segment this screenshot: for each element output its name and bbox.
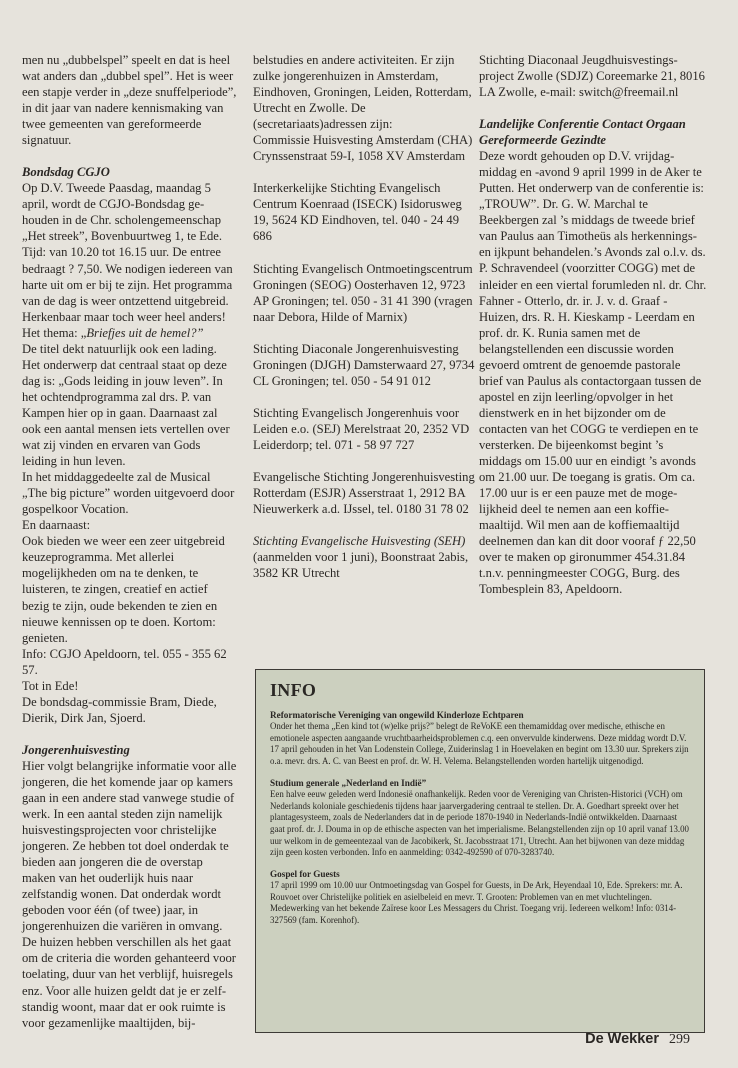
- info-item-body: Onder het thema „Een kind tot (w)elke prijs?” belegt de ReVoKE een themamiddag over medische, ethische en emotionele aspecten aangaande vruchtbaarheidsproblemen c.q. een onvervulde kinderwens. Deze middag wordt D.V. 17 april gehouden in het Van Lodenstein College, Zuiderinslag 1 in Hoevelaken en begint om 13.30 uur. Sprekers zijn o.a. mevr. drs. A. C. van Beest en prof. dr. W. H. Velema. Belangstellenden worden hartelijk uitgenodigd.: [270, 721, 689, 767]
- info-item: [270, 777, 690, 859]
- magazine-name: De Wekker: [585, 1031, 659, 1047]
- address-djgh: Stichting Diaconale Jongerenhuisvesting Groningen (DJGH) Damsterwaard 27, 9734 CL Groningen; tel. 050 - 54 91 012: [253, 341, 475, 388]
- bondsdag-paragraph-2: De titel dekt natuurlijk ook een lading. Het onderwerp dat centraal staat op deze dag is: „Gods leiding in jouw leven”. In het ochtendprogramma zal drs. P. van Kampen hier op in gaan. Daarnaast zal ook een aantal mensen iets vertellen over wat zij vinden en ervaren van Gods leiding in hun leven.: [22, 341, 230, 469]
- column-right: [479, 52, 707, 597]
- info-item: [270, 709, 690, 768]
- info-item-heading: Gospel for Guests: [270, 869, 340, 880]
- column-middle: [253, 52, 475, 581]
- address-sej: Stichting Evangelisch Jongerenhuis voor Leiden e.o. (SEJ) Merelstraat 20, 2352 VD Leiderdorp; tel. 071 - 58 97 727: [253, 405, 470, 452]
- thema-title: Briefjes uit de hemel?”: [86, 325, 204, 340]
- info-item-body: 17 april 1999 om 10.00 uur Ontmoetingsdag van Gospel for Guests, in De Ark, Heyendaal 10, Ede. Sprekers: mr. A. Rouvoet over Christelijke politiek en asielbeleid en mevr. T. Grooten: Problemen van en met vluchtelingen. Medewerking van het bekende Zaïrese koor Les Messagers du Christ. Toegang vrij. Iedereen welkom! Info: 0314-327569 (fam. Korenhof).: [270, 880, 683, 926]
- seh-name: Stichting Evangelische Huisvesting (SEH): [253, 534, 466, 549]
- page-number: 299: [669, 1032, 690, 1047]
- huisvesting-intro: belstudies en andere activiteiten. Er zijn zulke jongerenhuizen in Amsterdam, Eindhoven, Groningen, Leiden, Rotterdam, Utrecht en Zwolle. De (secretariaats)adressen zijn:: [253, 53, 472, 132]
- seh-rest: (aanmelden voor 1 juni), Boonstraat 2abis, 3582 KR Utrecht: [253, 550, 469, 581]
- musical-paragraph: In het middaggedeelte zal de Musical „The big picture” worden uitgevoerd door gospelkoor Vocation.: [22, 470, 235, 517]
- info-line: Info: CGJO Apeldoorn, tel. 055 - 355 62 57.: [22, 646, 227, 677]
- address-esjr: Evangelische Stichting Jongerenhuisvesting Rotterdam (ESJR) Asserstraat 1, 2912 BA Nieuwerkerk a.d. IJssel, tel. 0180 31 78 02: [253, 469, 475, 517]
- column-left: [22, 52, 237, 1031]
- tot-line: Tot in Ede!: [22, 678, 79, 693]
- info-title: INFO: [270, 680, 317, 700]
- bondsdag-heading: Bondsdag CGJO: [22, 165, 110, 180]
- conferentie-paragraph: Deze wordt gehouden op D.V. vrijdagmiddag en -avond 9 april 1999 in de Aker te Putten. Het onderwerp van de conferentie is: „TROUW”. Dr. G. W. Marchal te Beekbergen zal ’s middags de tweede brief van Paulus aan Timotheüs als herkennings- en ijkpunt behandelen.’s Avonds zal o.l.v. ds. P. Schravendeel (voorzitter COGG) met de inleider en een viertal forumleden nl. dr. Chr. Fahner - Otterlo, dr. ir. J. v. d. Graaf - Huizen, drs. R. H. Kieskamp - Leerdam en prof. dr. K. Runia samen met de belangstellenden een discussie worden gevoerd omtrent de genoemde pastorale brief van Paulus als contactorgaan tussen de apostel en zijn leerling/opvolger in het dienstwerk en in het bijzonder om de contacten van het COGG te verdiepen en te versterken. De bijeenkomst begint ’s middags om 15.00 uur en eindigt ’s avonds om 21.00 uur. De toegang is gratis. Om ca. 17.00 uur is er een pauze met de mogelijkheid deel te nemen aan een koffiemaaltijd. Wil men aan de koffiemaaltijd deelnemen dan kan dit door vooraf ƒ 22,50 over te maken op gironummer 454.31.84 t.n.v. penningmeester COGG, Burg. des Tombesplein 83, Apeldoorn.: [479, 149, 707, 597]
- address-cha: Commissie Huisvesting Amsterdam (CHA) Crynssenstraat 59-I, 1058 XV Amsterdam: [253, 133, 473, 164]
- conferentie-heading: Landelijke Conferentie Contact Orgaan Gereformeerde Gezindte: [479, 117, 686, 148]
- intro-paragraph: men nu „dubbelspel” speelt en dat is heel wat anders dan „dubbel spel”. Het is weer een stapje verder in „deze snuffelperiode”, in dit jaar van nadere kennismaking van twee gemeenten van gereformeerde signatuur.: [22, 53, 237, 148]
- daarnaast-line: En daarnaast:: [22, 518, 91, 533]
- bondsdag-paragraph: Op D.V. Tweede Paasdag, maandag 5 april, wordt de CGJO-Bondsdag gehouden in de Chr. scholengemeenschap „Het streek”, Bovenbuurtweg 1, te Ede. Tijd: van 10.20 tot 16.15 uur. De entree bedraagt ? 7,50. We nodigen iedereen van harte uit om er bij te zijn. Het programma van de dag is weer ontzettend uitgebreid. Herkenbaar maar toch weer heel anders!: [22, 181, 233, 324]
- page-footer: [585, 1031, 690, 1048]
- thema-line: [22, 325, 237, 341]
- jongeren-heading: Jongerenhuisvesting: [22, 742, 130, 757]
- keuze-paragraph: Ook bieden we weer een zeer uitgebreid keuzeprogramma. Met allerlei mogelijkheden om na te denken, te luisteren, te zingen, creatief en actief bezig te zijn, oude bekenden te zien en nieuwe kennissen op te doen. Kortom: genieten.: [22, 534, 225, 645]
- address-iseck: Interkerkelijke Stichting Evangelisch Centrum Koenraad (ISECK) Isidorusweg 19, 5624 KD Eindhoven, tel. 040 - 24 49 686: [253, 181, 462, 244]
- address-seh: [253, 533, 475, 581]
- info-item-body: Een halve eeuw geleden werd Indonesië onafhankelijk. Reden voor de Vereniging van Christen-Historici (VCH) om Nederlands koloniale geschiedenis tijdens haar jaarvergadering centraal te stellen. Dr. A. Goedhart spreekt over het plantagesysteem, zoals de Nederlanders dat in de periode 1870-1940 in Nederlands-Indië ontwikkelden. Daarnaast gaat prof. dr. J. Douma in op de ethische aspecten van het imperialisme. Belangstellenden zijn op 10 april vanaf 13.00 uur welkom in de gemeentezaal van de Jacobikerk, St. Jacobsstraat 171, Utrecht. Aan het bijwonen van deze middag zijn geen kosten verbonden. Info en aanmelding: 0342-492590 of 070-3283740.: [270, 788, 689, 858]
- info-box: [255, 669, 705, 1033]
- address-seog: Stichting Evangelisch Ontmoetingscentrum Groningen (SEOG) Oosterhaven 12, 9723 AP Groningen; tel. 050 - 31 41 390 (vragen naar Debora, Hilde of Marnix): [253, 261, 473, 324]
- info-item-heading: Reformatorische Vereniging van ongewild Kinderloze Echtparen: [270, 710, 524, 720]
- commissie-line: De bondsdag-commissie Bram, Diede, Dierik, Dirk Jan, Sjoerd.: [22, 694, 217, 725]
- info-item: [270, 868, 690, 927]
- info-item-heading: Studium generale „Nederland en Indië”: [270, 777, 427, 788]
- thema-prefix: Het thema: „: [22, 325, 87, 340]
- jongeren-paragraph: Hier volgt belangrijke informatie voor alle jongeren, die het komende jaar op kamers gaan in een andere stad vanwege studie of werk. In een aantal steden zijn namelijk huisvestingsprojecten voor christelijke jongeren. Ze hebben tot doel onderdak te bieden aan jongeren die de overstap maken van het ouderlijk huis naar zelfstandig wonen. Dat onderdak wordt geboden voor één (of twee) jaar, in jongerenhuizen die variëren in omvang. De huizen hebben verschillen als het gaat om de criteria die worden gehanteerd voor toelating, duur van het verblijf, huisregels enz. Voor alle huizen geldt dat je er zelfstandig woont, maar dat er ook ruimte is voor gezamenlijke maaltijden, bij-: [22, 758, 237, 1030]
- address-sdjz: Stichting Diaconaal Jeugdhuisvestingsproject Zwolle (SDJZ) Coreemarke 21, 8016 LA Zwolle, e-mail: switch@freemail.nl: [479, 53, 705, 100]
